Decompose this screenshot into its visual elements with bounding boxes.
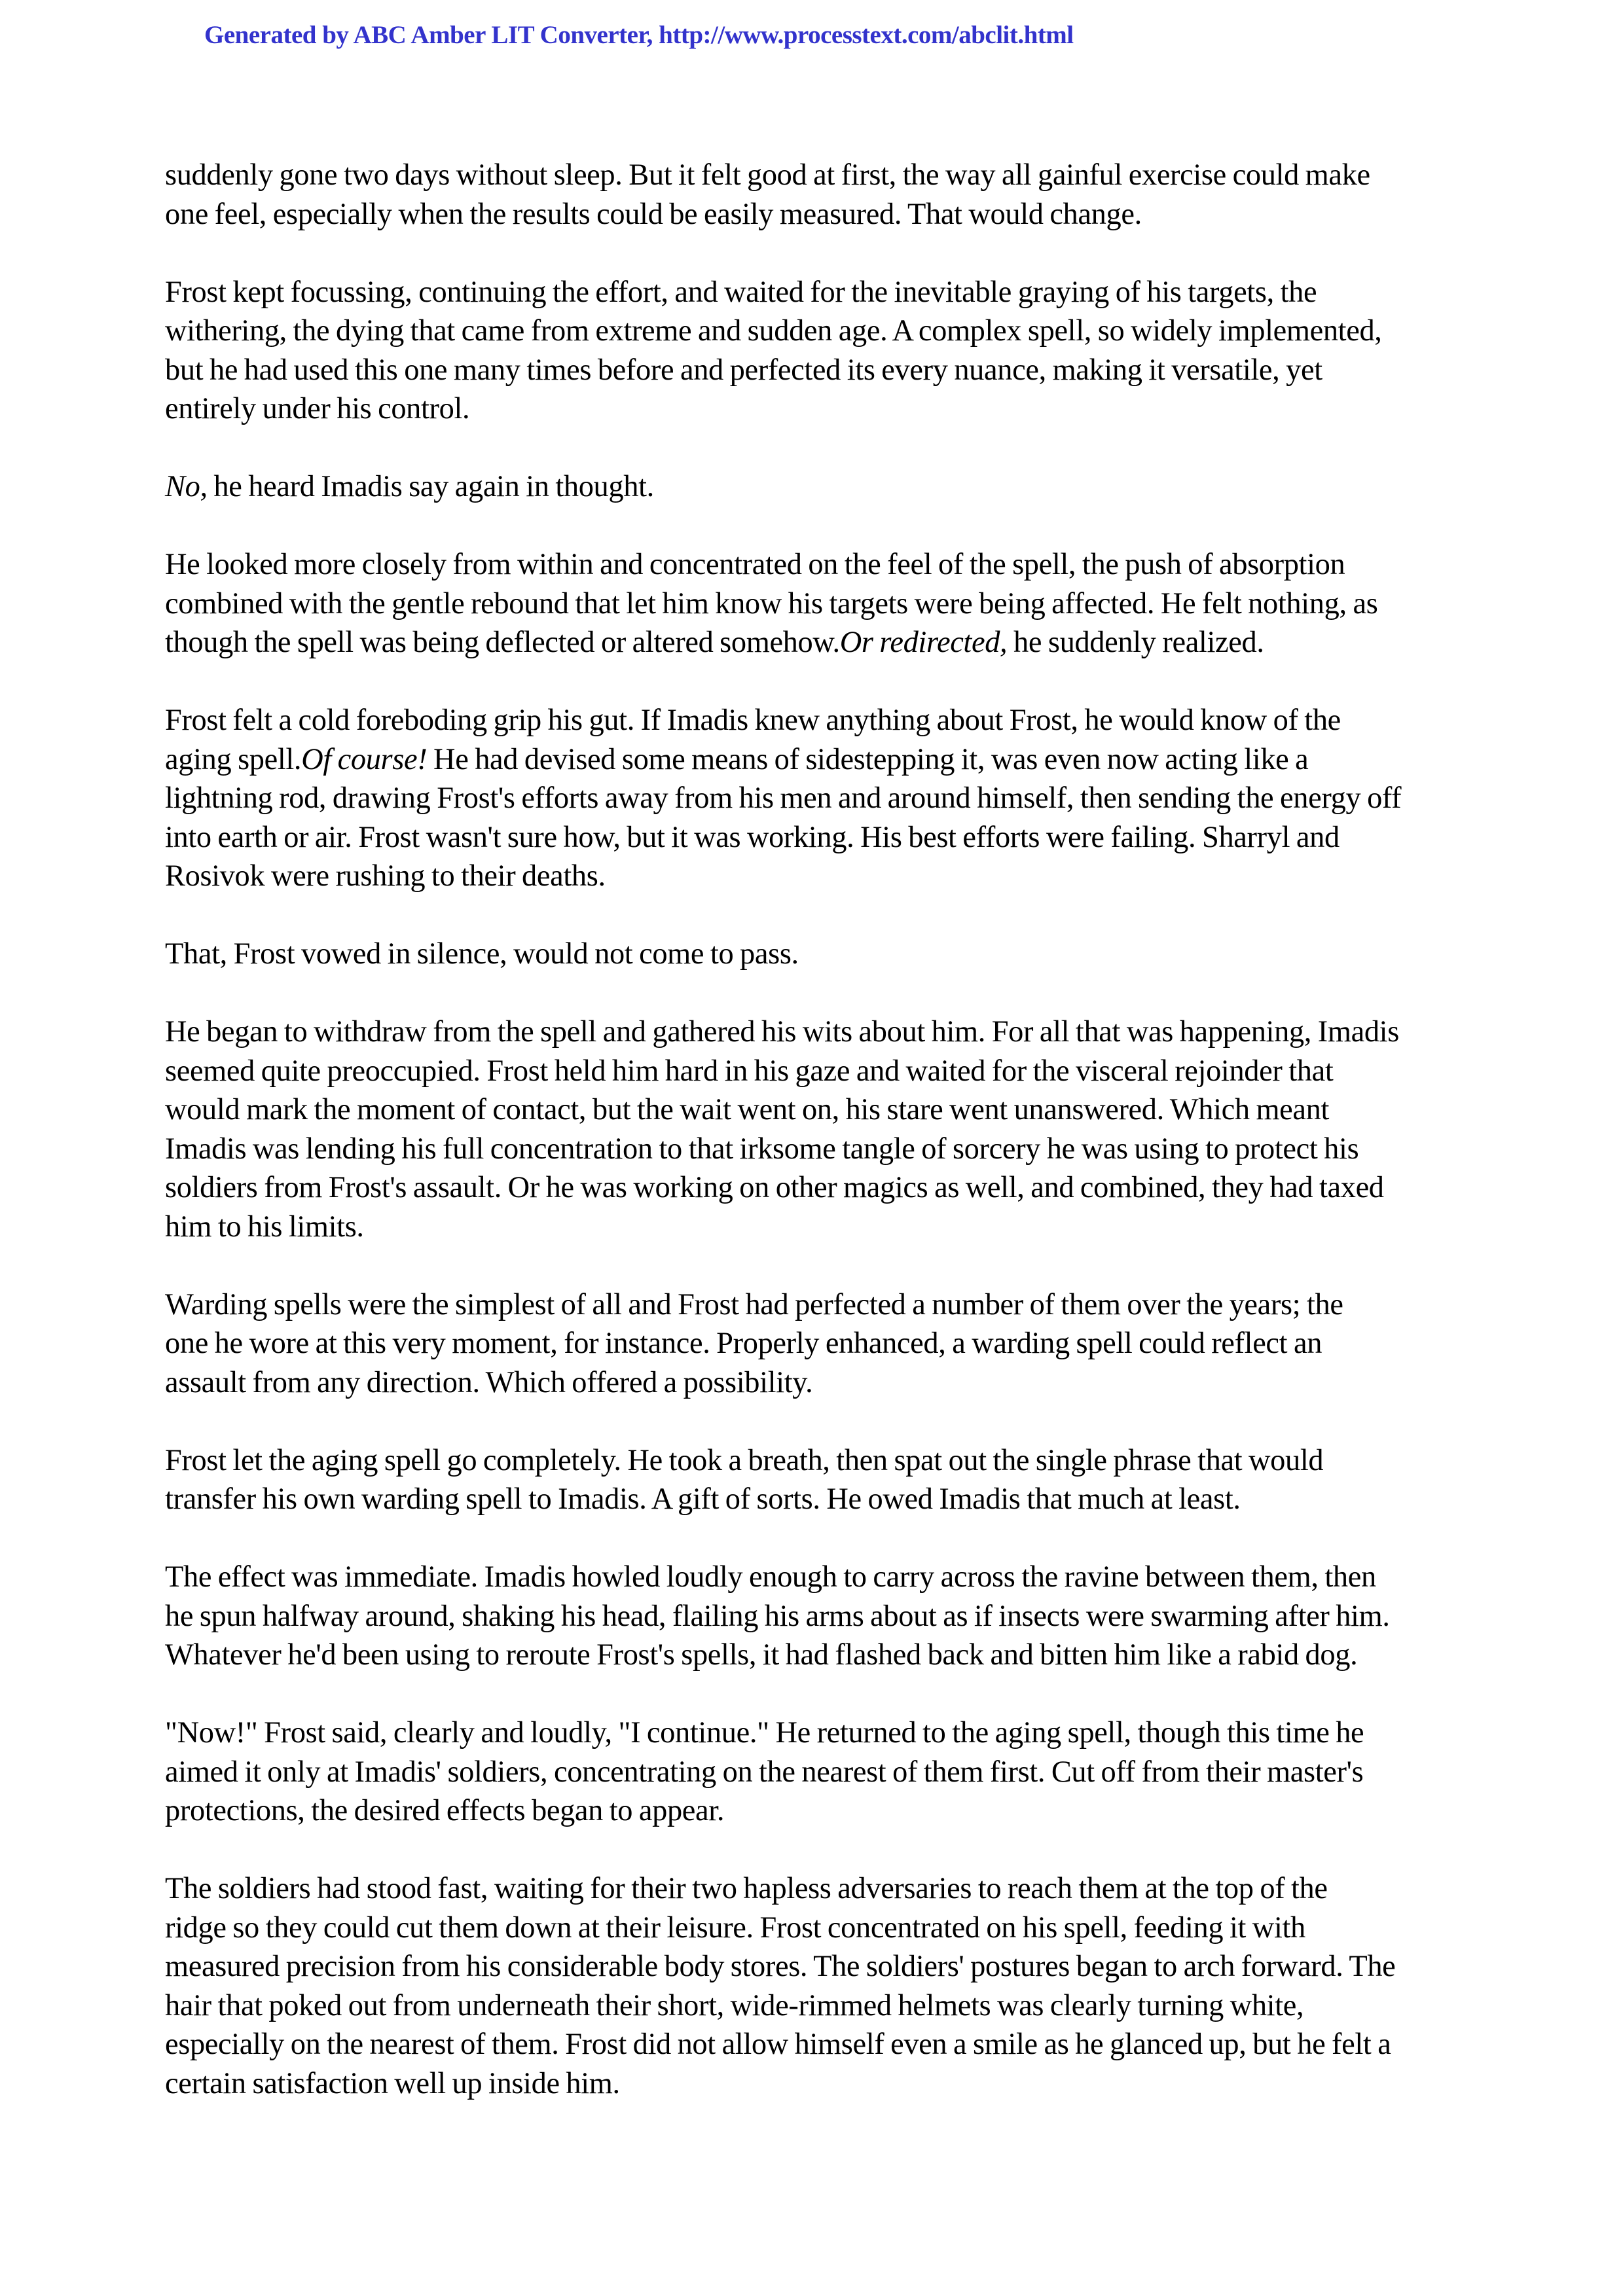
text-line — [165, 1480, 1481, 1519]
text-line — [165, 1909, 1481, 1948]
paragraph — [165, 1013, 1481, 1246]
text-run: Warding spells were the simplest of all and Frost had perfected a number of them over the years; the — [165, 1287, 1343, 1321]
text-run: he suddenly realized. — [1007, 626, 1264, 659]
text-line — [165, 467, 1481, 507]
italic-text: No, — [165, 470, 208, 503]
text-run: aimed it only at Imadis' soldiers, concentrating on the nearest of them first. Cut off from their master's — [165, 1755, 1364, 1789]
text-run: entirely under his control. — [165, 392, 470, 425]
text-line — [165, 1558, 1481, 1597]
text-run: protections, the desired effects began to appear. — [165, 1794, 725, 1827]
text-run: measured precision from his considerable body stores. The soldiers' postures began to arch forward. The — [165, 1950, 1396, 1983]
text-run: withering, the dying that came from extreme and sudden age. A complex spell, so widely implemented, — [165, 314, 1382, 348]
text-line — [165, 545, 1481, 584]
text-run: That, Frost vowed in silence, would not come to pass. — [165, 937, 799, 971]
text-run: suddenly gone two days without sleep. But it felt good at first, the way all gainful exercise could make — [165, 158, 1370, 192]
paragraph — [165, 1441, 1481, 1519]
text-run: Whatever he'd been using to reroute Frost's spells, it had flashed back and bitten him like a rabid dog. — [165, 1638, 1358, 1672]
paragraph — [165, 1869, 1481, 2103]
paragraph — [165, 467, 1481, 507]
text-run: soldiers from Frost's assault. Or he was working on other magics as well, and combined, they had taxed — [165, 1171, 1384, 1204]
text-line — [165, 1052, 1481, 1091]
text-run: ridge so they could cut them down at their leisure. Frost concentrated on his spell, feeding it with — [165, 1910, 1305, 1945]
text-run: him to his limits. — [165, 1210, 364, 1244]
text-run: he spun halfway around, shaking his head, flailing his arms about as if insects were swarming after him. — [165, 1599, 1390, 1633]
text-run: certain satisfaction well up inside him. — [165, 2066, 620, 2100]
text-line — [165, 818, 1481, 857]
text-run: aging spell. — [165, 742, 302, 776]
text-run: Frost kept focussing, continuing the effort, and waited for the inevitable graying of his targets, the — [165, 275, 1317, 309]
text-line — [165, 584, 1481, 624]
paragraph — [165, 935, 1481, 974]
text-run: seemed quite preoccupied. Frost held him hard in his gaze and waited for the visceral rejoinder that — [165, 1054, 1334, 1088]
text-run: especially on the nearest of them. Frost did not allow himself even a smile as he glanced up, but he felt a — [165, 2028, 1391, 2061]
text-line — [165, 1791, 1481, 1831]
text-run: into earth or air. Frost wasn't sure how, but it was working. His best efforts were failing. Sharryl and — [165, 820, 1340, 854]
text-line — [165, 1869, 1481, 1909]
text-line — [165, 1013, 1481, 1052]
text-run: "Now!" Frost said, clearly and loudly, "I continue." He returned to the aging spell, though this time he — [165, 1716, 1364, 1749]
text-run: lightning rod, drawing Frost's efforts away from his men and around himself, then sending the energy off — [165, 781, 1402, 815]
text-line — [165, 1636, 1481, 1675]
text-line — [165, 1713, 1481, 1753]
text-line — [165, 2064, 1481, 2104]
text-line — [165, 701, 1481, 740]
text-line — [165, 1441, 1481, 1480]
text-run: though the spell was being deflected or altered somehow. — [165, 626, 840, 659]
paragraph — [165, 545, 1481, 662]
text-run: Imadis was lending his full concentration to that irksome tangle of sorcery he was using to protect his — [165, 1132, 1359, 1166]
text-run: Rosivok were rushing to their deaths. — [165, 859, 606, 893]
text-line — [165, 1986, 1481, 2026]
text-run: Frost felt a cold foreboding grip his gut. If Imadis knew anything about Frost, he would know of the — [165, 704, 1341, 737]
text-line — [165, 740, 1481, 780]
text-line — [165, 779, 1481, 818]
paragraph — [165, 273, 1481, 429]
text-line — [165, 195, 1481, 234]
italic-text: Of course! — [301, 742, 428, 776]
text-run: one he wore at this very moment, for instance. Properly enhanced, a warding spell could reflect an — [165, 1327, 1322, 1360]
text-line — [165, 389, 1481, 429]
text-run: combined with the gentle rebound that let him know his targets were being affected. He felt nothing, as — [165, 586, 1378, 620]
text-run: assault from any direction. Which offered a possibility. — [165, 1365, 813, 1399]
text-line — [165, 156, 1481, 195]
italic-text: Or redirected, — [839, 626, 1008, 659]
text-line — [165, 1363, 1481, 1403]
text-line — [165, 1947, 1481, 1986]
text-line — [165, 1208, 1481, 1247]
text-run: The effect was immediate. Imadis howled loudly enough to carry across the ravine between them, then — [165, 1560, 1376, 1594]
paragraph — [165, 701, 1481, 896]
text-line — [165, 1130, 1481, 1169]
document-body — [165, 156, 1481, 2103]
text-line — [165, 312, 1481, 351]
text-line — [165, 623, 1481, 662]
text-run: he heard Imadis say again in thought. — [207, 470, 654, 503]
text-line — [165, 1753, 1481, 1792]
text-run: would mark the moment of contact, but the wait went on, his stare went unanswered. Which meant — [165, 1093, 1330, 1126]
text-run: Frost let the aging spell go completely. He took a breath, then spat out the single phrase that would — [165, 1443, 1324, 1477]
text-run: hair that poked out from underneath their short, wide-rimmed helmets was clearly turning white, — [165, 1988, 1304, 2022]
text-run: but he had used this one many times before and perfected its every nuance, making it versatile, yet — [165, 353, 1322, 387]
paragraph — [165, 1713, 1481, 1831]
text-line — [165, 935, 1481, 974]
converter-banner: Generated by ABC Amber LIT Converter, http://www.processtext.com/abclit.html — [204, 21, 1074, 49]
text-line — [165, 1285, 1481, 1325]
paragraph — [165, 1558, 1481, 1675]
text-line — [165, 351, 1481, 390]
text-line — [165, 857, 1481, 896]
text-line — [165, 2025, 1481, 2064]
text-line — [165, 1090, 1481, 1130]
text-run: The soldiers had stood fast, waiting for their two hapless adversaries to reach them at the top of the — [165, 1872, 1328, 1905]
text-line — [165, 273, 1481, 312]
text-line — [165, 1597, 1481, 1636]
text-run: one feel, especially when the results could be easily measured. That would change. — [165, 197, 1142, 231]
text-run: transfer his own warding spell to Imadis. A gift of sorts. He owed Imadis that much at least. — [165, 1482, 1241, 1516]
text-line — [165, 1324, 1481, 1363]
text-run: He looked more closely from within and concentrated on the feel of the spell, the push of absorption — [165, 548, 1345, 581]
paragraph — [165, 156, 1481, 234]
paragraph — [165, 1285, 1481, 1403]
text-run: He began to withdraw from the spell and gathered his wits about him. For all that was happening, Imadis — [165, 1015, 1399, 1049]
text-line — [165, 1168, 1481, 1208]
text-run: He had devised some means of sidestepping it, was even now acting like a — [427, 742, 1309, 776]
